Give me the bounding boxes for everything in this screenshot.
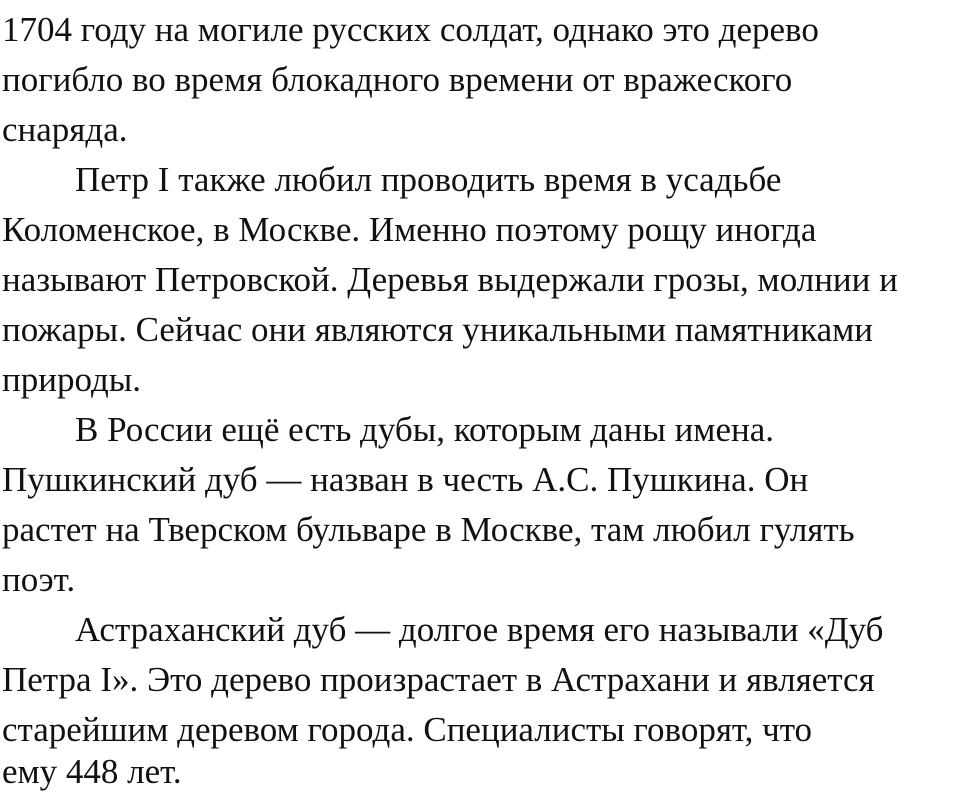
- paragraph-first-line: В России ещё есть дубы, которым даны имена.: [75, 410, 775, 449]
- text-line: снаряда.: [2, 110, 128, 149]
- text-line: Коломенское, в Москве. Именно поэтому рощу иногда: [2, 210, 817, 249]
- text-line: старейшим деревом города. Специалисты говорят, что: [2, 710, 813, 749]
- text-line: поэт.: [2, 560, 76, 599]
- text-line: ему 448 лет.: [2, 752, 182, 791]
- text-line: Петра I». Это дерево произрастает в Астрахани и является: [2, 660, 875, 699]
- text-line: погибло во время блокадного времени от вражеского: [2, 60, 793, 99]
- text-line: 1704 году на могиле русских солдат, однако это дерево: [2, 10, 819, 49]
- text-line: растет на Тверском бульваре в Москве, там любил гулять: [2, 510, 855, 549]
- paragraph-first-line: Петр I также любил проводить время в усадьбе: [75, 160, 782, 199]
- paragraph-first-line: Астраханский дуб — долгое время его называли «Дуб: [75, 610, 884, 649]
- text-line: природы.: [2, 360, 142, 399]
- text-line: называют Петровской. Деревья выдержали грозы, молнии и: [2, 260, 898, 299]
- text-line: пожары. Сейчас они являются уникальными памятниками: [2, 310, 874, 349]
- text-line: Пушкинский дуб — назван в честь А.С. Пушкина. Он: [2, 460, 809, 499]
